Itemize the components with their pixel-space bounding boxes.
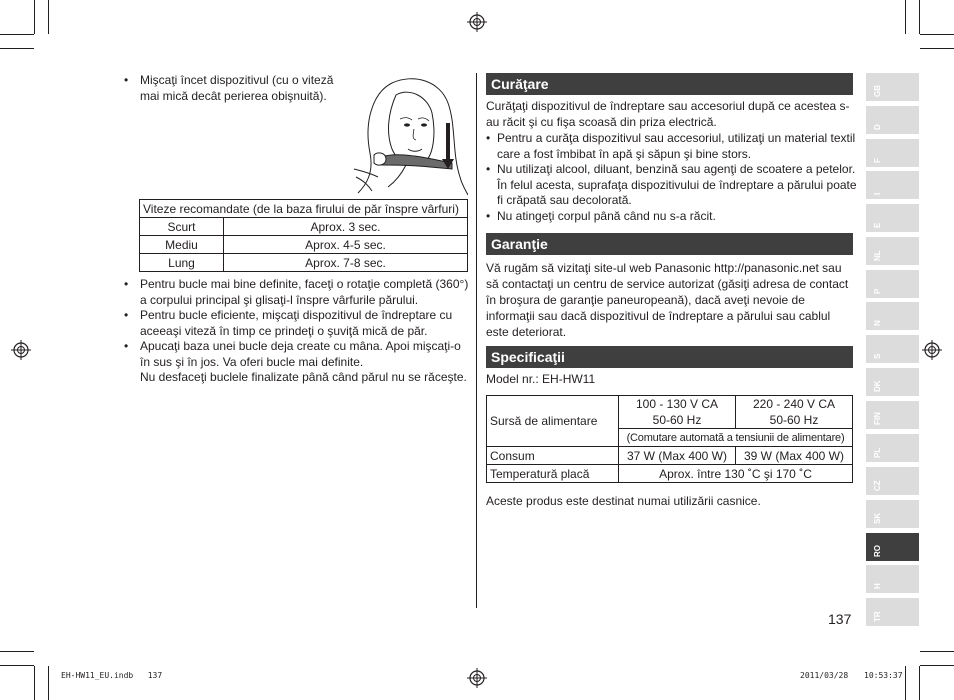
line: fi crăpată sau decolorată. [497,193,632,207]
length-cell: Scurt [140,218,224,236]
voltage-a-cell [619,396,736,429]
crop-mark [919,0,920,34]
tab-s[interactable] [866,335,919,363]
table-header-row [140,200,468,218]
list-item [126,308,471,339]
cleaning-list [486,131,858,224]
registration-mark-icon [922,340,942,360]
table-row [487,396,853,429]
line: mai mică decât perierea obişnuită). [140,88,327,103]
registration-mark-icon [11,340,31,360]
table-row [487,465,853,483]
crop-mark [0,48,34,49]
crop-mark [905,0,906,34]
time-cell: Aprox. 3 sec. [224,218,468,236]
line: Pentru bucle mai bine definite, faceţi o rotaţie completă (360°) [140,277,469,291]
table-row [487,447,853,465]
line: să contactaţi un centru de service autorizat (găsiţi adresa de contact [486,277,849,291]
crop-mark [920,665,954,666]
tab-label: DK [873,380,882,392]
line: Mişcaţi încet dispozitivul (cu o viteză [140,73,334,87]
tab-label: I [873,192,882,195]
line: Pentru a curăţa dispozitivul sau accesoriul, utilizaţi un material textil [497,131,856,145]
line: aceeaşi viteză în timp ce prindeţi o şuviţă mică de păr. [140,323,428,338]
registration-mark-icon [467,668,487,688]
registration-mark-icon [467,12,487,32]
hair-curling-illustration [352,73,468,197]
tab-ro[interactable] [866,533,919,561]
speed-table [139,199,468,272]
line: Pentru bucle eficiente, mişcaţi dispozitivul de îndreptare cu [140,308,453,322]
line: au răcit şi cu fişa scoasă din priza electrică. [486,114,717,129]
list-item [486,209,858,225]
line: Nu desfaceţi buclele finalizate până când părul nu se răceşte. [140,370,467,384]
line: Vă rugăm să vizitaţi site-ul web Panasonic http://panasonic.net sau [486,261,842,275]
crop-mark [905,666,906,700]
tab-p[interactable] [866,270,919,298]
consumption-label: Consum [487,447,619,465]
length-cell: Mediu [140,236,224,254]
tab-pl[interactable] [866,434,919,462]
intro-bullet [126,73,366,104]
plate-temp-label: Temperatură placă [487,465,619,483]
crop-mark [0,34,34,35]
tab-label: F [873,158,882,163]
line: Nu atingeţi corpul până când nu s-a răcit. [497,208,716,223]
table-row [140,218,468,236]
freq-a: 50-60 Hz [652,413,702,427]
column-divider [476,73,477,608]
line: Curăţaţi dispozitivul de îndreptare sau accesoriul după ce acestea s- [486,99,850,113]
footer-file: EH-HW11_EU.indb 137 [61,671,163,680]
tab-label: E [873,222,882,228]
crop-mark [0,651,34,652]
line: care a fost îmbibat în apă şi săpun şi bine stors. [497,146,752,161]
tab-n[interactable] [866,302,919,330]
list-item [126,73,366,104]
tab-label: S [873,353,882,359]
tab-label: GB [873,85,882,97]
footer-time: 10:53:37 [864,671,903,680]
tab-fin[interactable] [866,401,919,429]
length-cell: Lung [140,254,224,272]
cleaning-intro [486,99,856,130]
line: în broşura de garanţie paneuropeană), dacă aveţi nevoie de [486,293,805,307]
tab-d[interactable] [866,106,919,134]
model-number: Model nr.: EH-HW11 [486,372,596,386]
page-number: 137 [828,611,852,627]
line: În felul acesta, suprafaţa dispozitivului de îndreptare a părului poate [497,177,857,192]
freq-b: 50-60 Hz [769,413,819,427]
power-source-label: Sursă de alimentare [487,396,619,447]
tab-label: D [873,124,882,130]
line: Nu utilizaţi alcool, diluant, benzină sau agenţi de scoatere a petelor. [497,162,856,176]
crop-mark [34,0,35,34]
consumption-b: 39 W (Max 400 W) [736,447,853,465]
voltage-a: 100 - 130 V CA [635,397,719,411]
tab-e[interactable] [866,204,919,232]
tab-label: NL [873,250,882,261]
section-heading-warranty: Garanţie [486,233,853,255]
tab-label: FIN [873,412,882,425]
table-row [140,236,468,254]
crop-mark [919,666,920,700]
voltage-b: 220 - 240 V CA [752,397,836,411]
auto-switch-cell: (Comutare automată a tensiunii de alimentare) [619,429,853,447]
list-item [126,277,471,308]
household-note: Aceste produs este destinat numai utilizării casnice. [486,494,761,508]
time-cell: Aprox. 4-5 sec. [224,236,468,254]
crop-mark [48,666,49,700]
crop-mark [0,665,34,666]
tab-label: P [873,288,882,294]
section-heading-cleaning: Curăţare [486,73,853,95]
crop-mark [34,666,35,700]
tab-h[interactable] [866,565,919,593]
table-header: Viteze recomandate (de la baza firului de păr înspre vârfuri) [140,200,468,218]
line: este deteriorat. [486,325,567,339]
tab-label: H [873,583,882,589]
list-item [126,339,471,386]
tab-sk[interactable] [866,500,919,528]
tab-cz[interactable] [866,467,919,495]
tab-gb[interactable] [866,73,919,101]
section-heading-specs: Specificaţii [486,346,853,368]
time-cell: Aprox. 7-8 sec. [224,254,468,272]
consumption-a: 37 W (Max 400 W) [619,447,736,465]
tab-tr[interactable] [866,598,919,626]
line: a corpului principal şi glisaţi-l înspre vârfurile părului. [140,292,419,307]
crop-mark [920,34,954,35]
list-item [486,162,858,209]
crop-mark [920,48,954,49]
line: în sus şi în jos. Va oferi bucle mai definite. [140,354,364,369]
footer-date: 2011/03/28 [800,671,849,680]
table-row [140,254,468,272]
line: Apucaţi baza unei bucle deja create cu mâna. Apoi mişcaţi-o [140,339,461,353]
tab-label: PL [873,447,882,458]
tab-nl[interactable] [866,237,919,265]
line: informaţii sau dacă dispozitivul de îndreptare a părului sau cablul [486,309,831,323]
tab-label: RO [873,545,882,557]
tab-f[interactable] [866,139,919,167]
tab-label: SK [873,512,882,524]
specs-table [486,395,853,483]
crop-mark [48,0,49,34]
tab-label: N [873,320,882,326]
warranty-text [486,260,858,340]
tab-i[interactable] [866,171,919,199]
tab-dk[interactable] [866,368,919,396]
voltage-b-cell [736,396,853,429]
tab-label: TR [873,611,882,622]
plate-temp-value: Aprox. între 130 ˚C şi 170 ˚C [619,465,853,483]
list-item [486,131,858,162]
curl-tips-list [126,277,471,386]
crop-mark [920,651,954,652]
tab-label: CZ [873,480,882,491]
